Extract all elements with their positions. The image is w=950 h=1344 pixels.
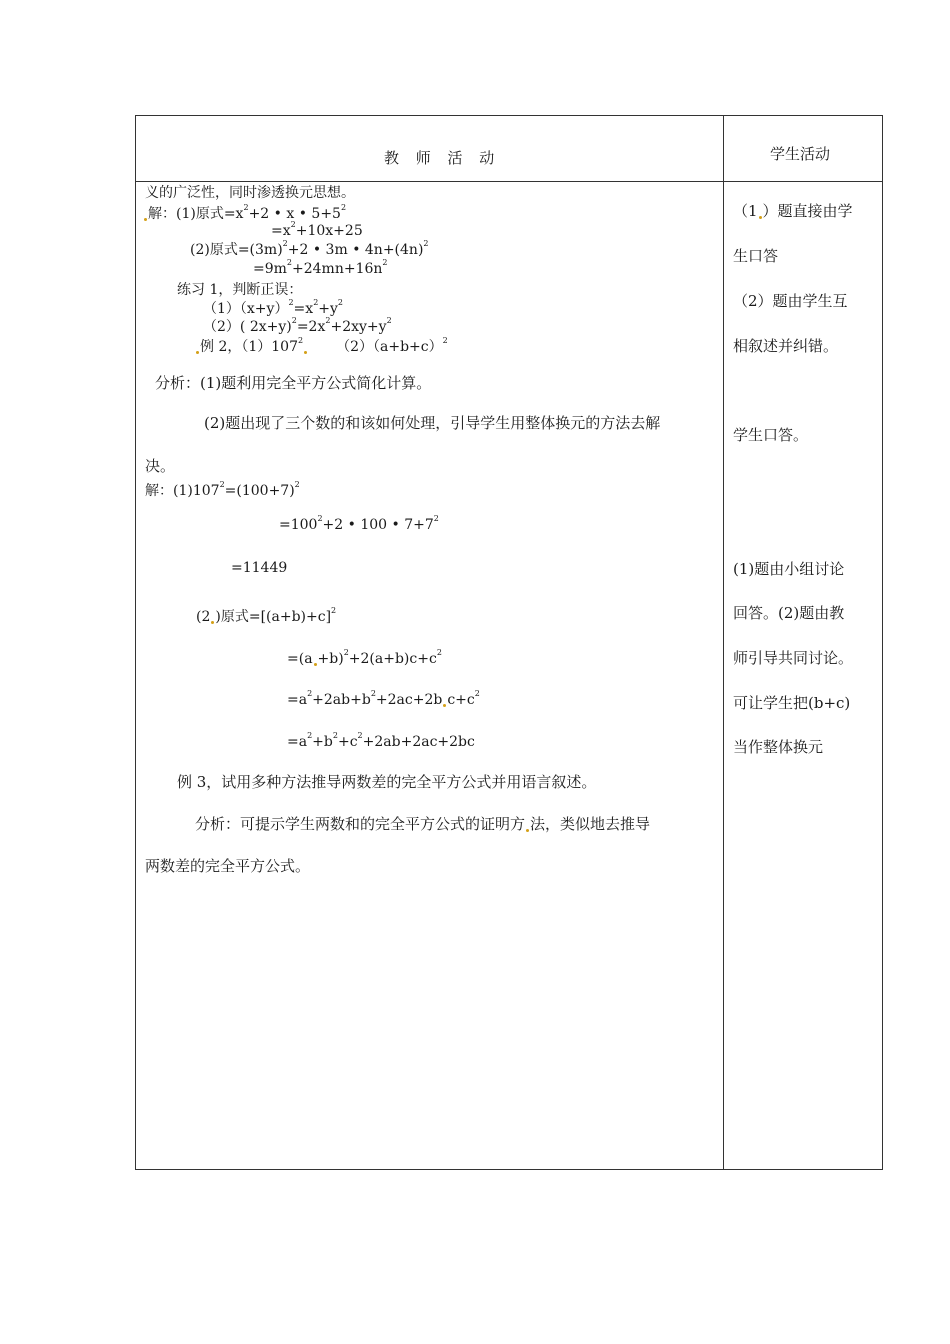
column-divider [723, 116, 724, 1169]
solution-1-line2: $=x^2+10x+25$ [271, 220, 363, 239]
analysis-2: (2)题出现了三个数的和该如何处理，引导学生用整体换元的方法去解 [204, 414, 661, 432]
example-3: 例 3，试用多种方法推导两数差的完全平方公式并用语言叙述。 [177, 773, 597, 791]
example-2-part2-line2: $=(a +b)^2+2(a+b)c+c^2$ [287, 648, 442, 667]
analysis-3: 决。 [145, 457, 176, 475]
practice-item-2: （2）( $2x+y)^2=2x^2+2xy+y^2$ [203, 316, 392, 335]
analysis-1: 分析：(1)题利用完全平方公式简化计算。 [155, 374, 432, 392]
intro-line: 义的广泛性，同时渗透换元思想。 [145, 185, 355, 201]
student-activity-header: 学生活动 [770, 145, 831, 163]
student-note-2: 生口答 [733, 247, 779, 265]
student-note-3: （2）题由学生互 [733, 292, 848, 310]
analysis-3-line1: 分析：可提示学生两数和的完全平方公式的证明方 法，类似地去推导 [195, 815, 651, 833]
example-2-part2-line4: $=a^2+b^2+c^2+2ab+2ac+2bc$ [287, 731, 475, 750]
header-divider [136, 181, 882, 182]
example-2-part2-line3: $=a^2+2ab+b^2+2ac+2b$ $c+c^2$ [287, 689, 480, 708]
practice-item-1: $(1)(x+y)^2=x^2+y^2$ [203, 298, 344, 317]
student-note-10: 当作整体换元 [733, 738, 824, 756]
lesson-table [135, 115, 883, 1170]
solution-2-line1: (2)原式$=(3m)^2+2$ • 3m • $4n+(4n)^2$ [190, 239, 429, 258]
student-note-7: 回答。(2)题由教 [733, 604, 845, 622]
student-note-9: 可让学生把(b+c) [733, 694, 851, 712]
teacher-activity-header: 教 师 活 动 [384, 149, 501, 167]
solution-2-line2: $=9m^2+24mn+16n^2$ [253, 258, 388, 277]
student-note-1: （1 ）题直接由学 [733, 202, 853, 220]
student-note-4: 相叙述并纠错。 [733, 337, 839, 355]
student-note-8: 师引导共同讨论。 [733, 649, 854, 667]
student-note-6: (1)题由小组讨论 [733, 560, 845, 578]
practice-title: 练习 1，判断正误： [177, 282, 303, 298]
example-2: 例 2，$(1)107^2$ $(2)(a+b+c)^2$ [195, 340, 448, 354]
example-2-solution-line1: 解：$(1)107^2=(100+7)^2$ [145, 480, 300, 499]
example-2-part2-line1: (2 )原式$=[(a+b)+c]^2$ [196, 606, 337, 625]
solution-1-line1: 解：(1)原式$=x^2+2$ • x • $5+5^2$ [143, 207, 346, 221]
student-note-5: 学生口答。 [733, 426, 809, 444]
analysis-3-line2: 两数差的完全平方公式。 [145, 857, 311, 875]
example-2-solution-line3: =11449 [231, 560, 288, 576]
example-2-solution-line2: $=100^2+2$ • 100 • $7+7^2$ [279, 514, 439, 533]
